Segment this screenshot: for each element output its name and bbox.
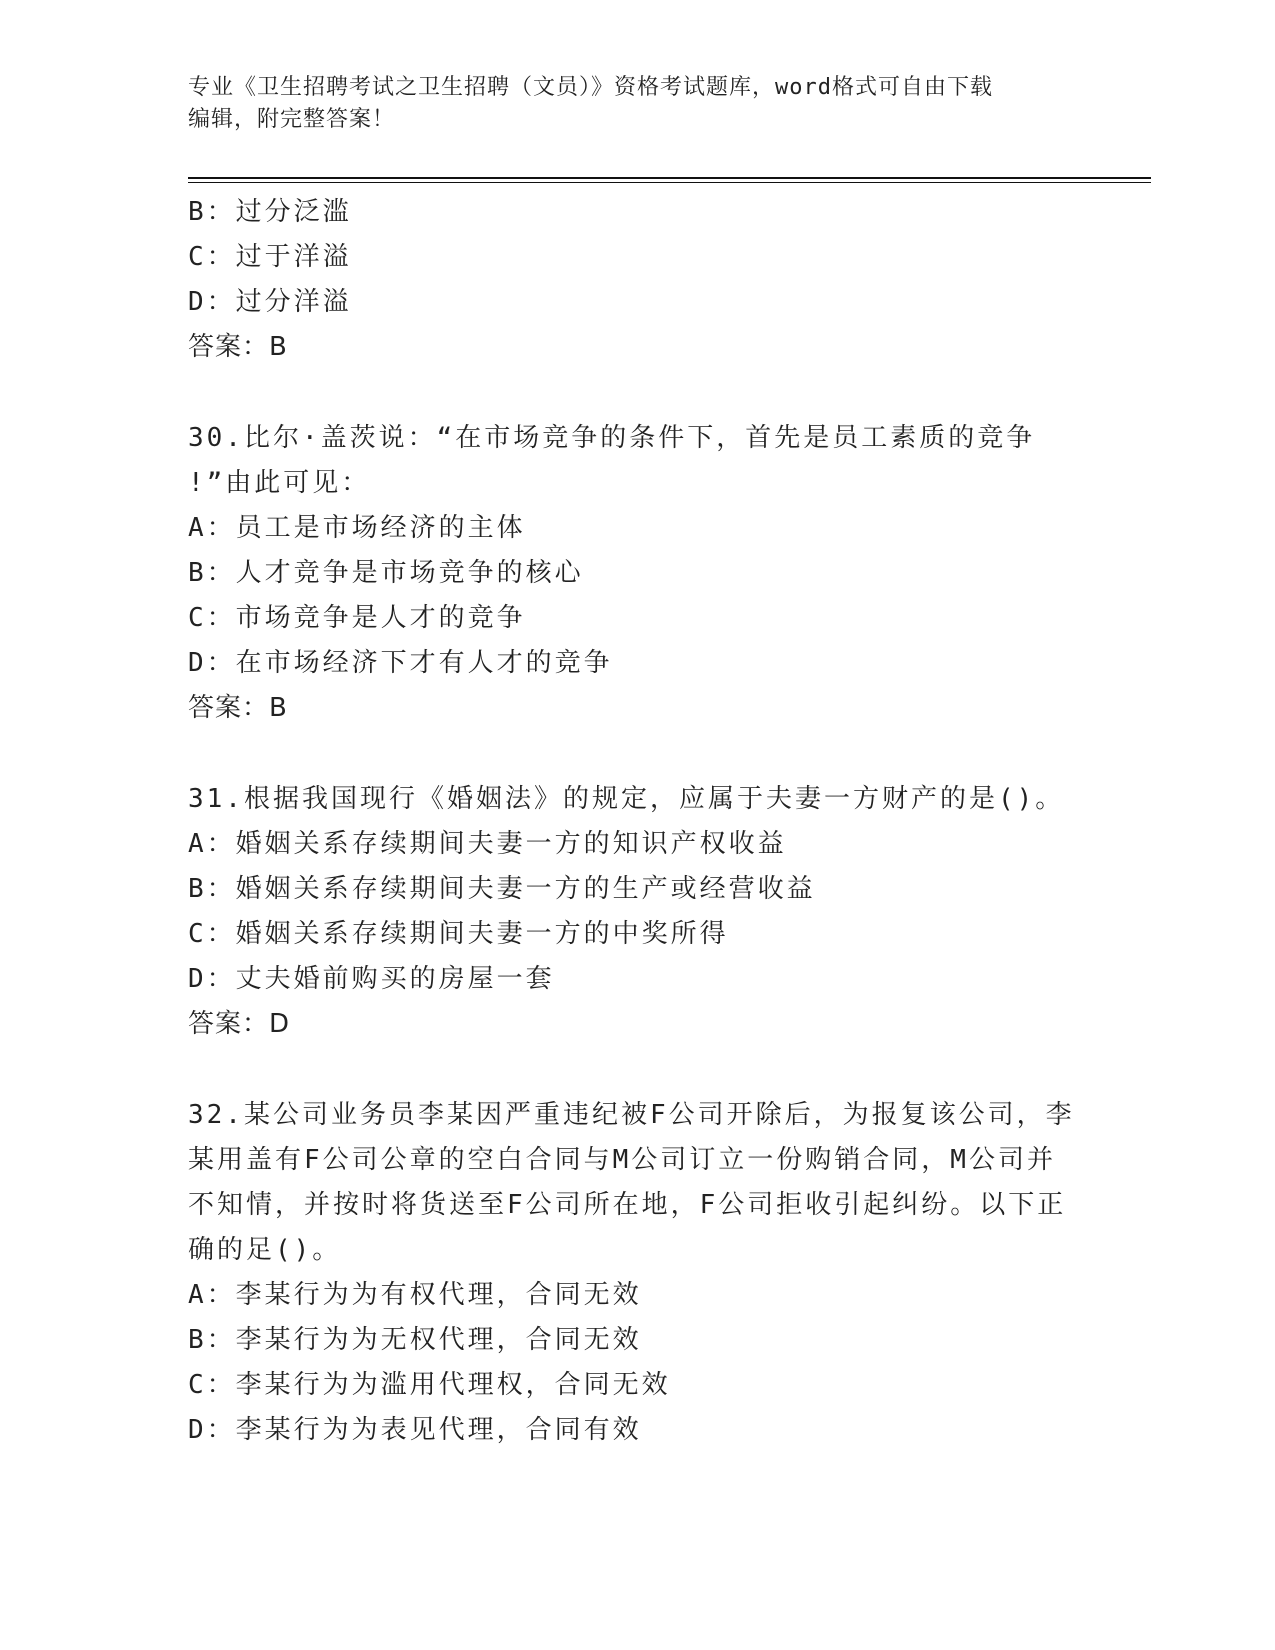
question-list — [188, 190, 1088, 1453]
option-c: C：婚姻关系存续期间夫妻一方的中奖所得 — [188, 919, 729, 949]
answer-label: 答案：B — [188, 332, 288, 362]
answer-label: 答案：D — [188, 1009, 291, 1039]
question-text-line: 不知情，并按时将货送至F公司所在地，F公司拒收引起纠纷。以下正 — [188, 1190, 1067, 1220]
question-31 — [188, 777, 1088, 1047]
question-32 — [188, 1093, 1088, 1453]
question-text-line: 32.某公司业务员李某因严重违纪被F公司开除后，为报复该公司，李 — [188, 1100, 1075, 1130]
option-d: D：在市场经济下才有人才的竞争 — [188, 648, 613, 678]
option-c: C：李某行为为滥用代理权，合同无效 — [188, 1370, 671, 1400]
option-b: B：李某行为为无权代理，合同无效 — [188, 1325, 642, 1355]
option-b: B：人才竞争是市场竞争的核心 — [188, 558, 584, 588]
option-b: B：婚姻关系存续期间夫妻一方的生产或经营收益 — [188, 874, 816, 904]
option-d: D：李某行为为表见代理，合同有效 — [188, 1415, 642, 1445]
option-c: C：过于洋溢 — [188, 242, 352, 272]
question-text-line: 31.根据我国现行《婚姻法》的规定，应属于夫妻一方财产的是()。 — [188, 784, 1065, 814]
option-b: B：过分泛滥 — [188, 197, 352, 227]
option-a: A：员工是市场经济的主体 — [188, 513, 526, 543]
question-text-line: 30.比尔·盖茨说：“在市场竞争的条件下，首先是员工素质的竞争 — [188, 423, 1036, 453]
answer-label: 答案：B — [188, 693, 288, 723]
option-a: A：李某行为为有权代理，合同无效 — [188, 1280, 642, 1310]
option-d: D：丈夫婚前购买的房屋一套 — [188, 964, 555, 994]
question-text-line: 某用盖有F公司公章的空白合同与M公司订立一份购销合同，M公司并 — [188, 1145, 1056, 1175]
question-text-line: 确的足()。 — [188, 1235, 342, 1265]
header-rule-thin — [188, 182, 1151, 183]
question-29-tail — [188, 190, 1088, 370]
option-d: D：过分洋溢 — [188, 287, 352, 317]
header-line-1: 专业《卫生招聘考试之卫生招聘（文员）》资格考试题库，word格式可自由下载 — [188, 75, 993, 100]
question-text-line: !”由此可见： — [188, 468, 371, 498]
document-header — [188, 72, 1068, 136]
option-a: A：婚姻关系存续期间夫妻一方的知识产权收益 — [188, 829, 787, 859]
option-c: C：市场竞争是人才的竞争 — [188, 603, 526, 633]
header-rule-thick — [188, 177, 1151, 179]
header-line-2: 编辑，附完整答案！ — [188, 107, 396, 132]
question-30 — [188, 416, 1088, 731]
